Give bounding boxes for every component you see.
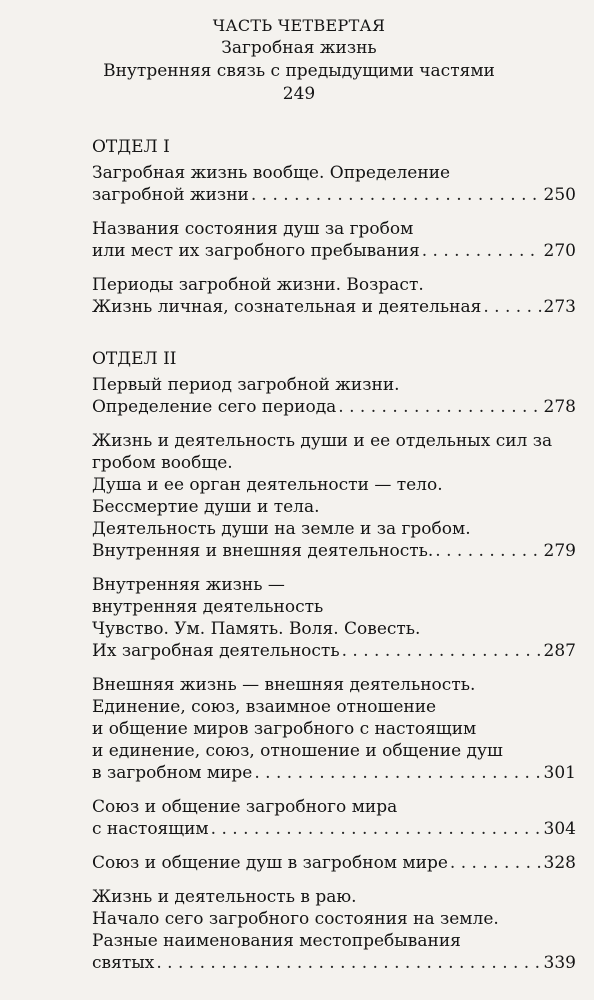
toc-entry[interactable] [92, 574, 576, 662]
toc-page [92, 14, 576, 974]
dot-leader [338, 396, 541, 418]
toc-entry-line: внутренняя деятельность [92, 597, 324, 617]
dot-leader [156, 952, 541, 974]
toc-page-number: 273 [543, 297, 576, 317]
dot-leader [211, 818, 542, 840]
toc-page-number: 278 [543, 397, 576, 417]
toc-entry-line: Загробная жизнь вообще. Определение [92, 163, 451, 183]
toc-entry-text: Определение сего периода [92, 397, 337, 417]
toc-entry-line: Душа и ее орган деятельности — тело. [92, 475, 443, 495]
toc-entry[interactable] [92, 218, 576, 262]
toc-entry-last-line [92, 396, 576, 418]
toc-page-number: 287 [543, 641, 576, 661]
part-title: ЧАСТЬ ЧЕТВЕРТАЯ [212, 16, 386, 35]
dot-leader [450, 852, 542, 874]
toc-entry[interactable] [92, 274, 576, 318]
toc-page-number: 301 [543, 763, 576, 783]
toc-sections [92, 136, 576, 974]
toc-entry-line: и общение миров загробного с настоящим [92, 719, 477, 739]
toc-entry-line: Бессмертие души и тела. [92, 497, 320, 517]
dot-leader [435, 540, 541, 562]
toc-page-number: 304 [543, 819, 576, 839]
part-page-number: 249 [282, 84, 316, 104]
toc-entry[interactable] [92, 852, 576, 874]
toc-entry-line: Жизнь и деятельность в раю. [92, 887, 357, 907]
toc-entry-text: в загробном мире [92, 763, 253, 783]
toc-entry[interactable] [92, 796, 576, 840]
toc-entry-line: Разные наименования местопребывания [92, 931, 461, 951]
toc-entry-text: святых [92, 953, 155, 973]
toc-entry-text: загробной жизни [92, 185, 249, 205]
toc-entry[interactable] [92, 886, 576, 974]
toc-entry-text: Их загробная деятельность [92, 641, 340, 661]
toc-entry-line: гробом вообще. [92, 453, 233, 473]
section-title: ОТДЕЛ I [92, 137, 170, 157]
toc-entry-text: с настоящим [92, 819, 209, 839]
toc-entry-line: Внешняя жизнь — внешняя деятельность. [92, 675, 476, 695]
toc-entry-text: или мест их загробного пребывания [92, 241, 420, 261]
toc-entry[interactable] [92, 374, 576, 418]
toc-entry-line: Деятельность души на земле и за гробом. [92, 519, 471, 539]
toc-entry-last-line [92, 818, 576, 840]
toc-entry-text: Союз и общение душ в загробном мире [92, 853, 448, 873]
toc-page-number: 339 [543, 953, 576, 973]
toc-page-number: 279 [543, 541, 576, 561]
toc-entry[interactable] [92, 162, 576, 206]
toc-entry-line: Периоды загробной жизни. Возраст. [92, 275, 424, 295]
toc-entry-line: Единение, союз, взаимное отношение [92, 697, 437, 717]
toc-entry-line: Первый период загробной жизни. [92, 375, 400, 395]
dot-leader [251, 184, 542, 206]
toc-entry-line: Начало сего загробного состояния на земле. [92, 909, 499, 929]
toc-page-number: 250 [543, 185, 576, 205]
toc-entry-line: Названия состояния душ за гробом [92, 219, 414, 239]
dot-leader [254, 762, 541, 784]
toc-entry-last-line [92, 852, 576, 874]
toc-entry[interactable] [92, 674, 576, 784]
toc-entry-last-line [92, 952, 576, 974]
toc-entry-text: Внутренняя и внешняя деятельность. [92, 541, 434, 561]
toc-entry-line: Союз и общение загробного мира [92, 797, 398, 817]
toc-entry[interactable] [92, 430, 576, 562]
toc-entry-last-line [92, 296, 576, 318]
toc-entry-line: и единение, союз, отношение и общение душ [92, 741, 503, 761]
part-header [22, 14, 576, 106]
toc-entry-last-line [92, 762, 576, 784]
dot-leader [342, 640, 542, 662]
toc-entry-last-line [92, 640, 576, 662]
part-subtitle: Загробная жизнь [221, 38, 377, 58]
section-title: ОТДЕЛ II [92, 349, 177, 369]
toc-entry-text: Жизнь личная, сознательная и деятельная [92, 297, 482, 317]
toc-entry-line: Внутренняя жизнь — [92, 575, 285, 595]
toc-page-number: 270 [543, 241, 576, 261]
toc-page-number: 328 [543, 853, 576, 873]
toc-entry-line: Чувство. Ум. Память. Воля. Совесть. [92, 619, 421, 639]
toc-entry-last-line [92, 540, 576, 562]
part-description: Внутренняя связь с предыдущими частями [103, 61, 495, 81]
toc-entry-line: Жизнь и деятельность души и ее отдельных сил за [92, 431, 553, 451]
toc-entry-last-line [92, 240, 576, 262]
toc-entry-last-line [92, 184, 576, 206]
dot-leader [483, 296, 541, 318]
dot-leader [422, 240, 542, 262]
